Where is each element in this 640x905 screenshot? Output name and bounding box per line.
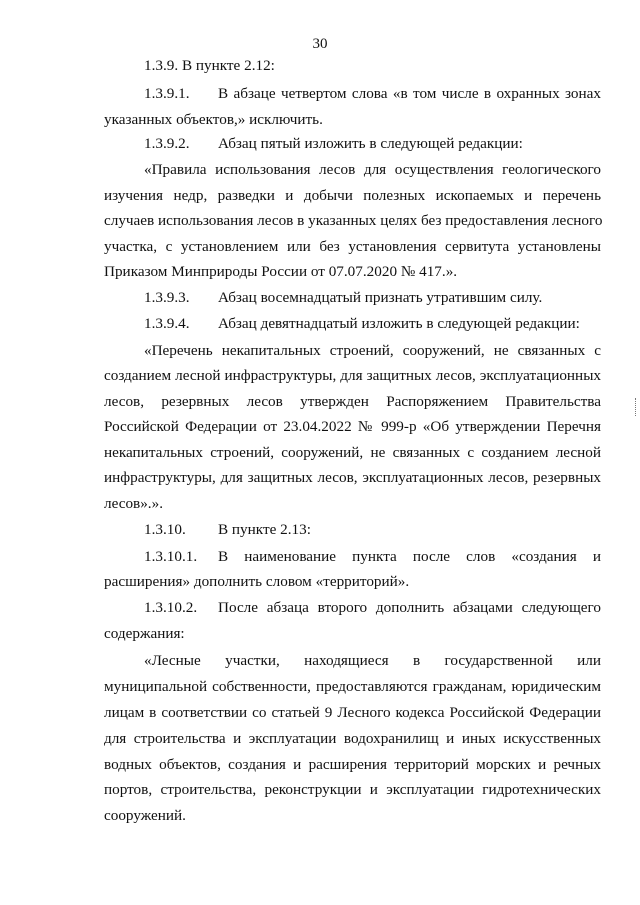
quote-line: «Правила использования лесов для осуществления геологического: [144, 161, 601, 178]
quote-line: лесов, резервных лесов утвержден Распоряжением Правительства: [104, 393, 601, 410]
item-number: 1.3.9.4.: [144, 315, 190, 332]
quote-line: участка, с установлением или без установления сервитута установлены: [104, 238, 601, 255]
paragraph-line: расширения» дополнить словом «территорий».: [104, 573, 410, 590]
item-text: Абзац пятый изложить в следующей редакции:: [218, 135, 523, 152]
item-text: Абзац восемнадцатый признать утратившим силу.: [218, 289, 543, 306]
item-text: Абзац девятнадцатый изложить в следующей редакции:: [218, 315, 580, 332]
paragraph-line: [144, 288, 601, 308]
item-number: 1.3.9.1.: [144, 85, 190, 102]
item-text: После абзаца второго дополнить абзацами следующего: [218, 599, 601, 616]
quote-line: некапитальных строений, сооружений, не связанных с созданием лесной: [104, 444, 601, 461]
paragraph-line: [144, 84, 601, 104]
item-text: В наименование пункта после слов «создания и: [218, 548, 601, 565]
paragraph-line: 1.3.9. В пункте 2.12:: [144, 57, 275, 74]
item-number: 1.3.10.1.: [144, 548, 198, 565]
quote-line: для строительства и эксплуатации водохранилищ и иных искусственных: [104, 730, 601, 747]
quote-line: муниципальной собственности, предоставляются гражданам, юридическим: [104, 678, 601, 695]
item-number: 1.3.9.3.: [144, 289, 190, 306]
quote-line: «Лесные участки, находящиеся в государственной или: [144, 652, 601, 669]
quote-line: изучения недр, разведки и добычи полезных ископаемых и перечень: [104, 187, 601, 204]
quote-line: лицам в соответствии со статьей 9 Лесного кодекса Российской Федерации: [104, 704, 601, 721]
quote-line: Российской Федерации от 23.04.2022 № 999-р «Об утверждении Перечня: [104, 418, 601, 435]
quote-line: водных объектов, создания и расширения территорий морских и речных: [104, 756, 601, 773]
quote-line: инфраструктуры, для защитных лесов, эксплуатационных лесов, резервных: [104, 469, 601, 486]
item-text: В абзаце четвертом слова «в том числе в охранных зонах: [218, 85, 601, 102]
quote-line: случаев использования лесов в указанных целях без предоставления лесного: [104, 212, 603, 229]
item-number: 1.3.10.: [144, 521, 186, 538]
page-number: 30: [312, 36, 328, 52]
quote-line: созданием лесной инфраструктуры, для защитных лесов, эксплуатационных: [104, 367, 601, 384]
item-number: 1.3.9.2.: [144, 135, 190, 152]
paragraph-line: [144, 547, 601, 567]
quote-line: портов, строительства, реконструкции и эксплуатации гидротехнических: [104, 781, 601, 798]
quote-line: Приказом Минприроды России от 07.07.2020 № 417.».: [104, 263, 458, 280]
scan-edge-mark: [635, 398, 638, 416]
paragraph-line: [144, 598, 601, 618]
item-text: В пункте 2.13:: [218, 521, 311, 538]
paragraph-line: указанных объектов,» исключить.: [104, 111, 323, 128]
paragraph-line: [144, 520, 601, 540]
paragraph-line: [144, 134, 601, 154]
quote-line: сооружений.: [104, 807, 186, 824]
paragraph-line: [144, 314, 601, 334]
paragraph-line: содержания:: [104, 625, 185, 642]
item-number: 1.3.10.2.: [144, 599, 198, 616]
quote-line: «Перечень некапитальных строений, сооружений, не связанных с: [144, 342, 601, 359]
quote-line: лесов».».: [104, 495, 163, 512]
